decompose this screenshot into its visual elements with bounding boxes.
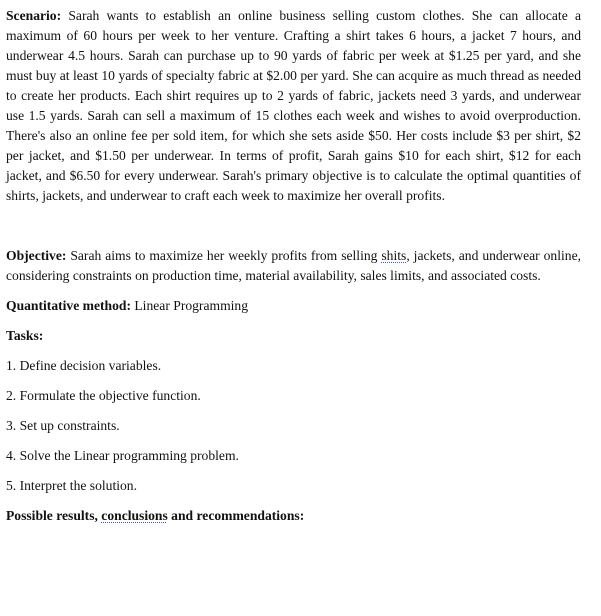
document-body (6, 6, 581, 526)
tasks-heading (6, 326, 581, 346)
scenario-text: Sarah wants to establish an online business selling custom clothes. She can allocate a maximum of 60 hours per week to her venture. Crafting a shirt takes 6 hours, a jacket 7 hours, and underwear 4.5 hours. Sarah can purchase up to 90 yards of fabric per week at $1.25 per yard, and she must buy at least 10 yards of specialty fabric at $2.00 per yard. She can acquire as much thread as needed to create her products. Each shirt requires up to 2 yards of fabric, jackets need 3 yards, and underwear use 1.5 yards. Sarah can sell a maximum of 15 clothes each week and wishes to avoid overproduction. There's also an online fee per sold item, for which she sets aside $50. Her costs include $3 per shirt, $2 per jacket, and $1.50 per underwear. In terms of profit, Sarah gains $10 for each shirt, $12 for each jacket, and $6.50 for every underwear. Sarah's primary objective is to calculate the optimal quantities of shirts, jackets, and underwear to craft each week to maximize her overall profits. (6, 8, 581, 203)
results-label-start: Possible results, (6, 508, 102, 523)
method-label: Quantitative method: (6, 298, 131, 313)
objective-label: Objective: (6, 248, 67, 263)
objective-text-start: Sarah aims to maximize her weekly profits from selling (66, 248, 382, 263)
task-item: 3. Set up constraints. (6, 418, 120, 433)
task-item: 5. Interpret the solution. (6, 478, 137, 493)
spellcheck-word-conclusions[interactable]: conclusions (101, 508, 168, 523)
tasks-label: Tasks: (6, 328, 44, 343)
blank-space (6, 406, 581, 416)
spellcheck-word-shits[interactable]: shits (381, 248, 407, 263)
scenario-label: Scenario: (6, 8, 62, 23)
blank-space (6, 466, 581, 476)
blank-space (6, 436, 581, 446)
scenario-paragraph (6, 6, 581, 206)
blank-space (6, 496, 581, 506)
results-label-end: and recommendations: (167, 508, 305, 523)
blank-space (6, 206, 581, 246)
task-item: 2. Formulate the objective function. (6, 388, 201, 403)
task-item: 4. Solve the Linear programming problem. (6, 448, 239, 463)
objective-text-end: , jackets, and underwear online, considering constraints on production time, material availability, sales limits, and associated costs. (6, 248, 581, 283)
results-heading (6, 506, 581, 526)
objective-paragraph (6, 246, 581, 286)
blank-space (6, 316, 581, 326)
method-line (6, 296, 581, 316)
blank-space (6, 346, 581, 356)
blank-space (6, 376, 581, 386)
task-item: 1. Define decision variables. (6, 358, 162, 373)
method-value: Linear Programming (130, 298, 249, 313)
